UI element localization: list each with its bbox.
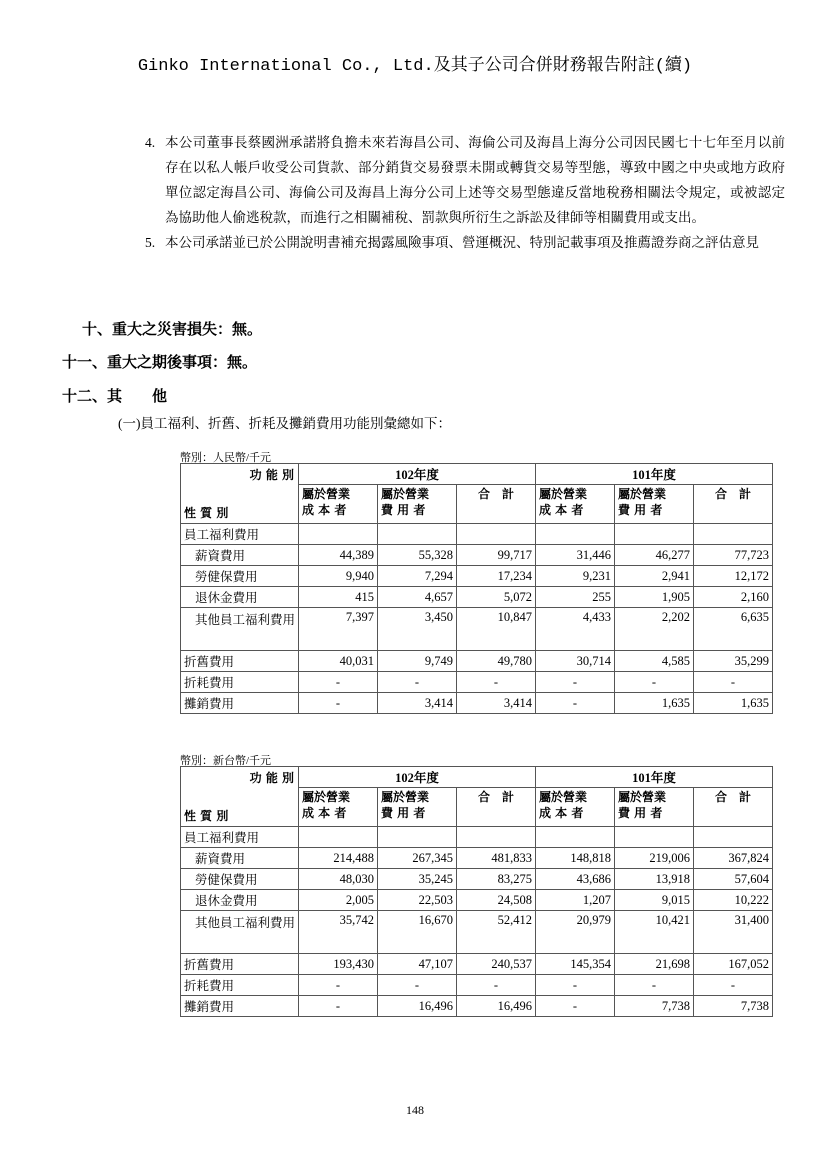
row-label: 勞健保費用 (181, 869, 299, 890)
cell: 6,635 (694, 608, 773, 651)
cell: 35,742 (299, 911, 378, 954)
cell: 267,345 (378, 848, 457, 869)
cell: 3,450 (378, 608, 457, 651)
cell: 99,717 (457, 545, 536, 566)
cell: 16,496 (378, 996, 457, 1017)
total-column-header: 合 計 (694, 485, 773, 524)
table-row (181, 587, 773, 608)
cell: 4,433 (536, 608, 615, 651)
cell: - (299, 975, 378, 996)
total-column-header: 合 計 (457, 485, 536, 524)
cell: - (694, 975, 773, 996)
row-label: 其他員工福利費用 (181, 608, 299, 651)
cell: 77,723 (694, 545, 773, 566)
row-label: 退休金費用 (181, 587, 299, 608)
cell: 1,905 (615, 587, 694, 608)
cell: 46,277 (615, 545, 694, 566)
cell: 4,657 (378, 587, 457, 608)
cell: - (615, 672, 694, 693)
cell: - (378, 975, 457, 996)
cell: 4,585 (615, 651, 694, 672)
currency-unit-label: 幣別：新台幣/千元 (180, 755, 272, 767)
table-row (181, 672, 773, 693)
page-number: 148 (406, 1103, 424, 1117)
cell: 415 (299, 587, 378, 608)
table-corner-header (181, 464, 299, 524)
cell: 40,031 (299, 651, 378, 672)
table-row (181, 827, 773, 848)
expense-table-twd (180, 766, 773, 1017)
cell: 22,503 (378, 890, 457, 911)
cell: 3,414 (378, 693, 457, 714)
row-label: 折舊費用 (181, 954, 299, 975)
cell: 52,412 (457, 911, 536, 954)
note-item (145, 230, 785, 255)
nature-header: 性 質 別 (184, 809, 229, 823)
cell: 2,941 (615, 566, 694, 587)
row-label: 其他員工福利費用 (181, 911, 299, 954)
cell: - (299, 693, 378, 714)
cell: 481,833 (457, 848, 536, 869)
cell: - (299, 672, 378, 693)
cell: - (378, 672, 457, 693)
cost-column-header: 屬於營業 成 本 者 (299, 485, 378, 524)
row-label: 折耗費用 (181, 672, 299, 693)
cell: 9,015 (615, 890, 694, 911)
table-row (181, 911, 773, 954)
cell: 7,738 (615, 996, 694, 1017)
cell: 1,635 (615, 693, 694, 714)
year-header: 102年度 (299, 464, 536, 485)
table-row (181, 848, 773, 869)
row-label: 折耗費用 (181, 975, 299, 996)
cell: 44,389 (299, 545, 378, 566)
cell: 12,172 (694, 566, 773, 587)
cell: 47,107 (378, 954, 457, 975)
table-row (181, 975, 773, 996)
cell: 2,005 (299, 890, 378, 911)
cell: 21,698 (615, 954, 694, 975)
cell: - (615, 975, 694, 996)
cell: 24,508 (457, 890, 536, 911)
section-heading-12: 十二、其 他 (62, 387, 168, 405)
total-column-header: 合 計 (457, 788, 536, 827)
cell: 55,328 (378, 545, 457, 566)
section-heading-11: 十一、重大之期後事項：無。 (62, 353, 258, 371)
table-row (181, 954, 773, 975)
table-row (181, 890, 773, 911)
row-label: 攤銷費用 (181, 693, 299, 714)
cell: 49,780 (457, 651, 536, 672)
table-row (181, 524, 773, 545)
year-header: 101年度 (536, 767, 773, 788)
cell: 3,414 (457, 693, 536, 714)
expense-column-header: 屬於營業 費 用 者 (378, 485, 457, 524)
subsection-heading: (一)員工福利、折舊、折耗及攤銷費用功能別彙總如下： (118, 416, 451, 431)
cell: 9,749 (378, 651, 457, 672)
note-number: 5. (145, 235, 156, 250)
cell: 145,354 (536, 954, 615, 975)
cell: 167,052 (694, 954, 773, 975)
cell: - (536, 672, 615, 693)
function-header: 功 能 別 (249, 771, 294, 785)
nature-header: 性 質 別 (184, 506, 229, 520)
cell: 367,824 (694, 848, 773, 869)
cell: 16,496 (457, 996, 536, 1017)
note-item (145, 130, 785, 230)
section-heading-10: 十、重大之災害損失：無。 (82, 320, 263, 338)
cell: 16,670 (378, 911, 457, 954)
cell: 219,006 (615, 848, 694, 869)
row-label: 薪資費用 (181, 848, 299, 869)
table-row (181, 996, 773, 1017)
table-row (181, 566, 773, 587)
row-label: 折舊費用 (181, 651, 299, 672)
cell: 35,245 (378, 869, 457, 890)
cell: 13,918 (615, 869, 694, 890)
cell: - (457, 672, 536, 693)
cell: 5,072 (457, 587, 536, 608)
cell: 240,537 (457, 954, 536, 975)
cell: 214,488 (299, 848, 378, 869)
cell: 20,979 (536, 911, 615, 954)
cell: 31,400 (694, 911, 773, 954)
total-column-header: 合 計 (694, 788, 773, 827)
cell: - (299, 996, 378, 1017)
cell: 1,635 (694, 693, 773, 714)
row-label: 薪資費用 (181, 545, 299, 566)
table-row (181, 651, 773, 672)
cell: 1,207 (536, 890, 615, 911)
page-header: Ginko International Co., Ltd.及其子公司合併財務報告附註(續) (137, 57, 693, 76)
row-label: 勞健保費用 (181, 566, 299, 587)
cell: - (536, 975, 615, 996)
expense-column-header: 屬於營業 費 用 者 (378, 788, 457, 827)
row-label: 員工福利費用 (181, 524, 299, 545)
notes-list (145, 130, 785, 255)
expense-table-rmb (180, 463, 773, 714)
function-header: 功 能 別 (249, 468, 294, 482)
cell: 31,446 (536, 545, 615, 566)
cost-column-header: 屬於營業 成 本 者 (536, 788, 615, 827)
cell: 10,421 (615, 911, 694, 954)
table-row (181, 693, 773, 714)
row-label: 員工福利費用 (181, 827, 299, 848)
expense-column-header: 屬於營業 費 用 者 (615, 788, 694, 827)
cell: - (457, 975, 536, 996)
cell: - (536, 693, 615, 714)
note-number: 4. (145, 135, 156, 150)
cell: 7,738 (694, 996, 773, 1017)
currency-unit-label: 幣別：人民幣/千元 (180, 452, 272, 464)
cost-column-header: 屬於營業 成 本 者 (536, 485, 615, 524)
cell: 9,940 (299, 566, 378, 587)
table-row (181, 545, 773, 566)
cell: 17,234 (457, 566, 536, 587)
cell: 193,430 (299, 954, 378, 975)
table-row (181, 608, 773, 651)
cell: 10,847 (457, 608, 536, 651)
cell: 7,294 (378, 566, 457, 587)
expense-column-header: 屬於營業 費 用 者 (615, 485, 694, 524)
cell: 2,202 (615, 608, 694, 651)
cell: 43,686 (536, 869, 615, 890)
cell: 7,397 (299, 608, 378, 651)
row-label: 攤銷費用 (181, 996, 299, 1017)
cell: 2,160 (694, 587, 773, 608)
cost-column-header: 屬於營業 成 本 者 (299, 788, 378, 827)
cell: 255 (536, 587, 615, 608)
cell: 9,231 (536, 566, 615, 587)
cell: 83,275 (457, 869, 536, 890)
cell: 148,818 (536, 848, 615, 869)
year-header: 102年度 (299, 767, 536, 788)
note-text: 本公司董事長蔡國洲承諾將負擔未來若海昌公司、海倫公司及海昌上海分公司因民國七十七年至月以前存在以私人帳戶收受公司貨款、部分銷貨交易發票未開或轉貨交易等型態，導致中國之中央或地方政府單位認定海昌公司、海倫公司及海昌上海分公司上述等交易型態違反當地稅務相關法令規定，或被認定為協助他人偷逃稅款，而進行之相關補稅、罰款與所衍生之訴訟及律師等相關費用或支出。 (165, 135, 785, 225)
cell: 10,222 (694, 890, 773, 911)
cell: - (536, 996, 615, 1017)
cell: - (694, 672, 773, 693)
year-header: 101年度 (536, 464, 773, 485)
cell: 57,604 (694, 869, 773, 890)
note-text: 本公司承諾並已於公開說明書補充揭露風險事項、營運概況、特別記載事項及推薦證券商之評估意見 (165, 235, 759, 250)
cell: 48,030 (299, 869, 378, 890)
cell: 30,714 (536, 651, 615, 672)
row-label: 退休金費用 (181, 890, 299, 911)
table-row (181, 869, 773, 890)
cell: 35,299 (694, 651, 773, 672)
table-corner-header (181, 767, 299, 827)
